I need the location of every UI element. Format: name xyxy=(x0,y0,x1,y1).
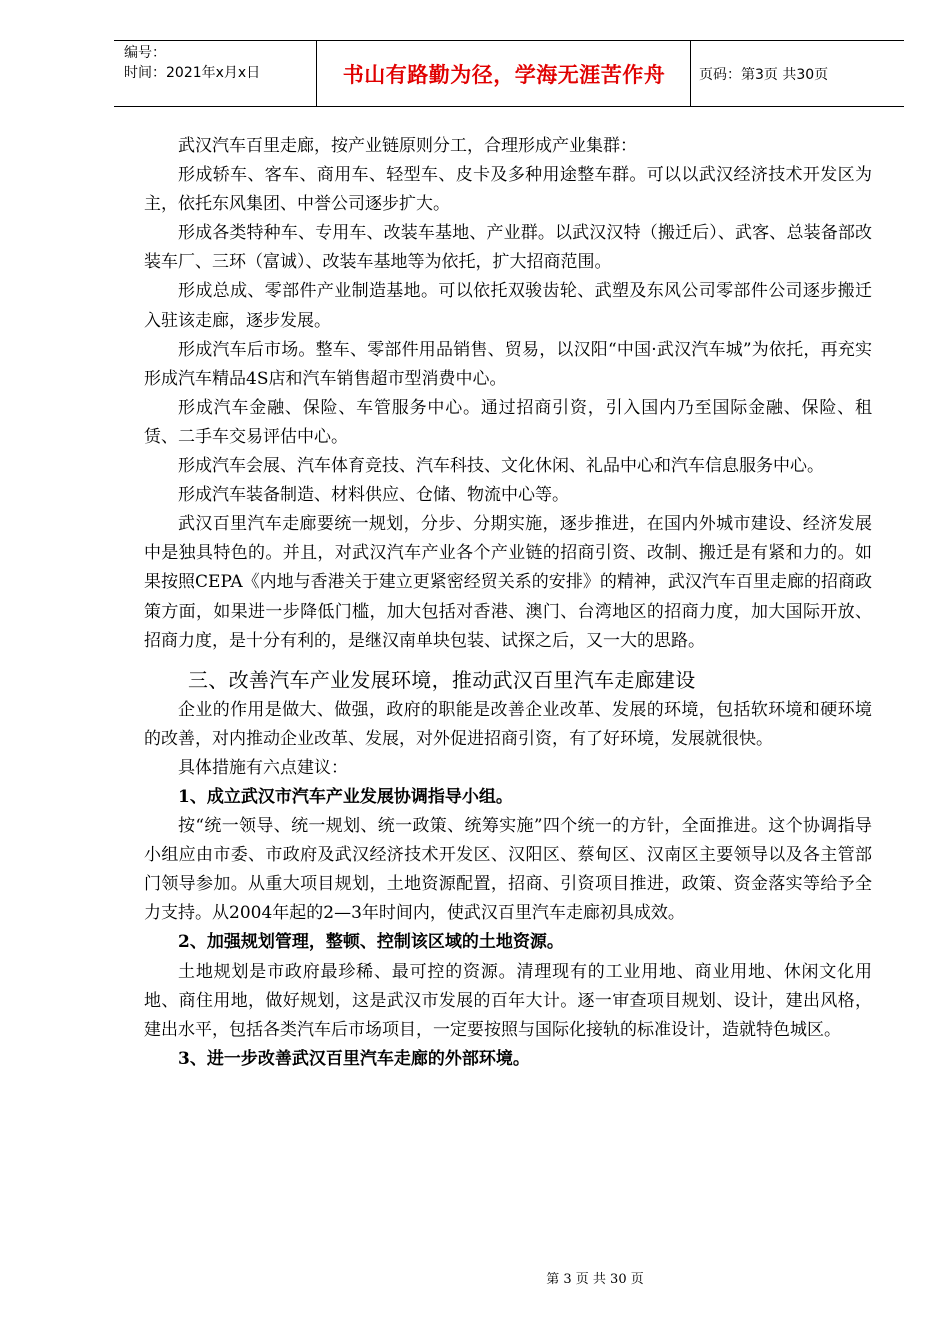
paragraph: 形成汽车装备制造、材料供应、仓储、物流中心等。 xyxy=(178,485,569,506)
time-label: 时间：2021年x月x日 xyxy=(124,65,261,81)
item-title: 1、成立武汉市汽车产业发展协调指导小组。 xyxy=(178,786,513,807)
paragraph: 形成汽车后市场。整车、零部件用品销售、贸易，以汉阳“中国·武汉汽车城”为依托，再充实形成汽车精品4S店和汽车销售超市型消费中心。 xyxy=(144,339,872,389)
item-title: 3、进一步改善武汉百里汽车走廊的外部环境。 xyxy=(178,1048,530,1069)
item-title: 2、加强规划管理，整顿、控制该区域的土地资源。 xyxy=(178,932,564,953)
document-body xyxy=(144,132,872,1074)
paragraph: 形成汽车金融、保险、车管服务中心。通过招商引资，引入国内乃至国际金融、保险、租赁、二手车交易评估中心。 xyxy=(144,397,872,447)
paragraph: 武汉汽车百里走廊，按产业链原则分工，合理形成产业集群： xyxy=(178,136,637,156)
number-label: 编号： xyxy=(124,45,166,61)
paragraph: 形成轿车、客车、商用车、轻型车、皮卡及多种用途整车群。可以以武汉经济技术开发区为主，依托东风集团、中誉公司逐步扩大。 xyxy=(144,165,872,215)
header-meta xyxy=(114,41,316,106)
paragraph: 形成总成、零部件产业制造基地。可以依托双骏齿轮、武塑及东风公司零部件公司逐步搬迁入驻该走廊，逐步发展。 xyxy=(144,281,872,331)
paragraph: 形成汽车会展、汽车体育竞技、汽车科技、文化休闲、礼品中心和汽车信息服务中心。 xyxy=(178,456,824,477)
page-header xyxy=(114,40,904,107)
paragraph: 按“统一领导、统一规划、统一政策、统筹实施”四个统一的方针，全面推进。这个协调指导小组应由市委、市政府及武汉经济技术开发区、汉阳区、蔡甸区、汉南区主要领导以及各主管部门领导参加。从重大项目规划，土地资源配置，招商、引资项目推进，政策、资金落实等给予全力支持。从2004年起的2—3年时间内，使武汉百里汽车走廊初具成效。 xyxy=(144,816,872,924)
paragraph: 企业的作用是做大、做强，政府的职能是改善企业改革、发展的环境，包括软环境和硬环境的改善，对内推动企业改革、发展，对外促进招商引资，有了好环境，发展就很快。 xyxy=(144,699,872,749)
header-page-info: 页码：第3页 共30页 xyxy=(699,66,829,83)
header-divider xyxy=(690,41,691,106)
paragraph: 具体措施有六点建议： xyxy=(178,757,348,778)
paragraph: 土地规划是市政府最珍稀、最可控的资源。清理现有的工业用地、商业用地、休闲文化用地、商住用地，做好规划，这是武汉市发展的百年大计。逐一审查项目规划、设计，建出风格，建出水平，包括各类汽车后市场项目，一定要按照与国际化接轨的标准设计，造就特色城区。 xyxy=(144,961,872,1040)
section-heading: 三、改善汽车产业发展环境，推动武汉百里汽车走廊建设 xyxy=(188,667,696,692)
paragraph: 武汉百里汽车走廊要统一规划，分步、分期实施，逐步推进，在国内外城市建设、经济发展中是独具特色的。并且，对武汉汽车产业各个产业链的招商引资、改制、搬迁是有紧和力的。如果按照CEPA《内地与香港关于建立更紧密经贸关系的安排》的精神，武汉汽车百里走廊的招商政策方面，如果进一步降低门槛，加大包括对香港、澳门、台湾地区的招商力度，加大国际开放、招商力度，是十分有利的，是继汉南单块包装、试探之后，又一大的思路。 xyxy=(144,514,872,651)
paragraph: 形成各类特种车、专用车、改装车基地、产业群。以武汉汉特（搬迁后）、武客、总装备部改装车厂、三环（富诚）、改装车基地等为依托，扩大招商范围。 xyxy=(144,223,872,273)
header-motto: 书山有路勤为径，学海无涯苦作舟 xyxy=(342,62,666,87)
page-footer: 第 3 页 共 30 页 xyxy=(546,1272,644,1287)
